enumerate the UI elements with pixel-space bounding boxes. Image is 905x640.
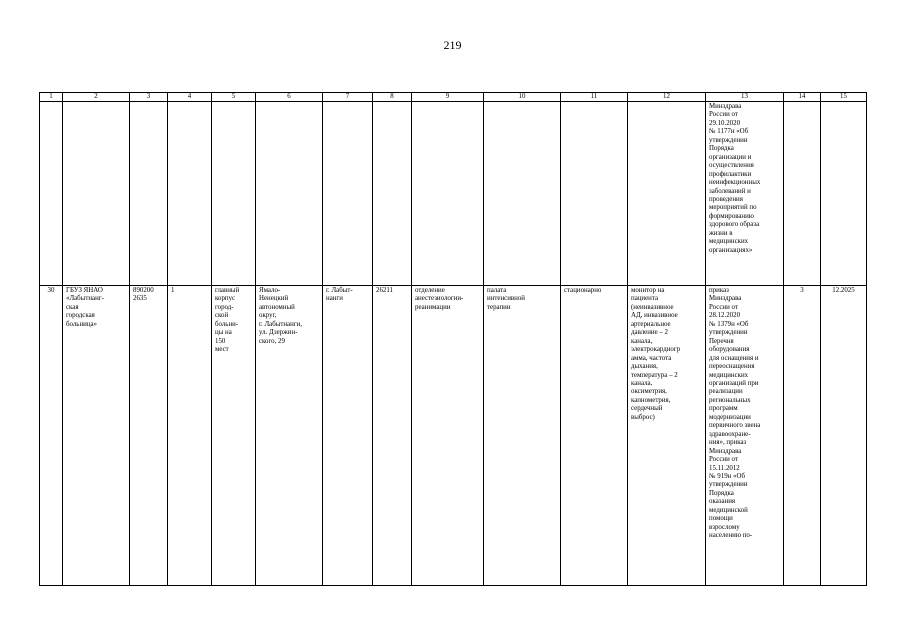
care-form-cell: стационарно [561, 286, 628, 586]
department-cell: отделение анестезиологии- реанимации [412, 286, 484, 586]
column-number: 1 [40, 93, 63, 102]
column-4-cell: 1 [168, 286, 212, 586]
department-cell [412, 102, 484, 286]
registry-table [39, 92, 867, 586]
code-cell: 26211 [373, 286, 412, 586]
column-number: 6 [256, 93, 323, 102]
quantity-cell: 3 [784, 286, 821, 586]
column-number: 10 [484, 93, 561, 102]
building-cell [212, 102, 256, 286]
table-row [40, 286, 867, 586]
column-number: 9 [412, 93, 484, 102]
column-number-row [40, 93, 867, 102]
row-number-cell: 30 [40, 286, 63, 586]
deadline-cell: 12.2025 [821, 286, 867, 586]
address-cell [256, 102, 323, 286]
equipment-cell [628, 102, 706, 286]
equipment-cell: монитор на пациента (неинвазивное АД, инвазивное артериальное давление – 2 канала, электрокардиогр амма, частота дыхания, температура – 2 канала, оксиметрия, капнометрия, сердечный выброс) [628, 286, 706, 586]
column-number: 14 [784, 93, 821, 102]
regulation-cell: Минздрава России от 29.10.2020 № 1177н «Об утверждении Порядка организации и осуществления профилактики неинфекционных заболеваний и проведения мероприятий по формированию здорового образа жизни в медицинских организациях» [706, 102, 784, 286]
column-number: 11 [561, 93, 628, 102]
row-number-cell [40, 102, 63, 286]
column-number: 12 [628, 93, 706, 102]
column-number: 13 [706, 93, 784, 102]
room-cell: палата интенсивной терапии [484, 286, 561, 586]
city-cell [323, 102, 373, 286]
page-number: 219 [443, 38, 462, 52]
column-number: 4 [168, 93, 212, 102]
inn-cell [130, 102, 168, 286]
quantity-cell [784, 102, 821, 286]
column-number: 8 [373, 93, 412, 102]
organization-cell [63, 102, 130, 286]
city-cell: г. Лабыт- нанги [323, 286, 373, 586]
column-number: 15 [821, 93, 867, 102]
table-row [40, 102, 867, 286]
room-cell [484, 102, 561, 286]
column-number: 3 [130, 93, 168, 102]
organization-cell: ГБУЗ ЯНАО «Лабытнанг- ская городская больница» [63, 286, 130, 586]
column-number: 5 [212, 93, 256, 102]
column-number: 2 [63, 93, 130, 102]
inn-cell: 890200 2635 [130, 286, 168, 586]
address-cell: Ямало- Ненецкий автономный округ, г. Лабытнанги, ул. Дзержин- ского, 29 [256, 286, 323, 586]
deadline-cell [821, 102, 867, 286]
building-cell: главный корпус город- ской больни- цы на 150 мест [212, 286, 256, 586]
regulation-cell: приказ Минздрава России от 28.12.2020 № 1379н «Об утверждении Перечня оборудования для оснащения и переоснащения медицинских организаций при реализации региональных программ модернизации первичного звена здравоохране- ния», приказ Минздрава России от 15.11.2012 № 919н «Об утверждении Порядка оказания медицинской помощи взрослому населению по- [706, 286, 784, 586]
column-4-cell [168, 102, 212, 286]
column-number: 7 [323, 93, 373, 102]
code-cell [373, 102, 412, 286]
care-form-cell [561, 102, 628, 286]
